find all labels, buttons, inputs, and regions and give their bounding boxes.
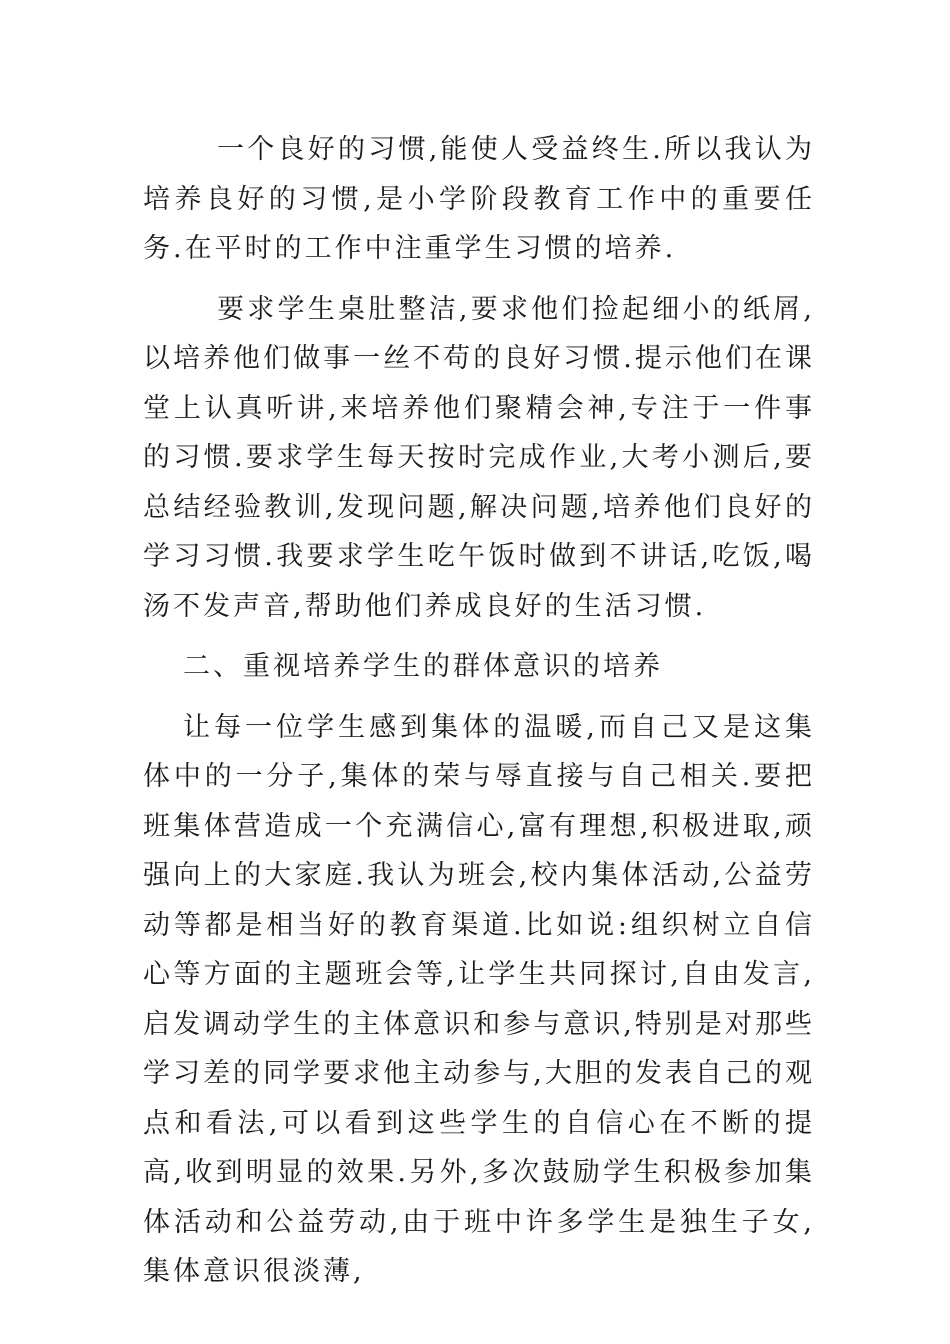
section-heading-group-awareness: 二、重视培养学生的群体意识的培养 xyxy=(183,651,663,682)
paragraph-habit-intro: 一个良好的习惯,能使人受益终生.所以我认为培养良好的习惯,是小学阶段教育工作中的重要任务.在平时的工作中注重学生习惯的培养. xyxy=(143,134,815,264)
paragraph-habit-details: 要求学生桌肚整洁,要求他们捡起细小的纸屑,以培养他们做事一丝不苟的良好习惯.提示他们在课堂上认真听讲,来培养他们聚精会神,专注于一件事的习惯.要求学生每天按时完成作业,大考小测后,要总结经验教训,发现问题,解决问题,培养他们良好的学习习惯.我要求学生吃午饭时做到不讲话,吃饭,喝汤不发声音,帮助他们养成良好的生活习惯. xyxy=(143,293,815,622)
paragraph-group-awareness: 让每一位学生感到集体的温暖,而自己又是这集体中的一分子,集体的荣与辱直接与自己相关.要把班集体营造成一个充满信心,富有理想,积极进取,顽强向上的大家庭.我认为班会,校内集体活动,公益劳动等都是相当好的教育渠道.比如说:组织树立自信心等方面的主题班会等,让学生共同探讨,自由发言,启发调动学生的主体意识和参与意识,特别是对那些学习差的同学要求他主动参与,大胆的发表自己的观点和看法,可以看到这些学生的自信心在不断的提高,收到明显的效果.另外,多次鼓励学生积极参加集体活动和公益劳动,由于班中许多学生是独生子女,集体意识很淡薄, xyxy=(143,711,815,1287)
document-body xyxy=(143,125,815,1308)
